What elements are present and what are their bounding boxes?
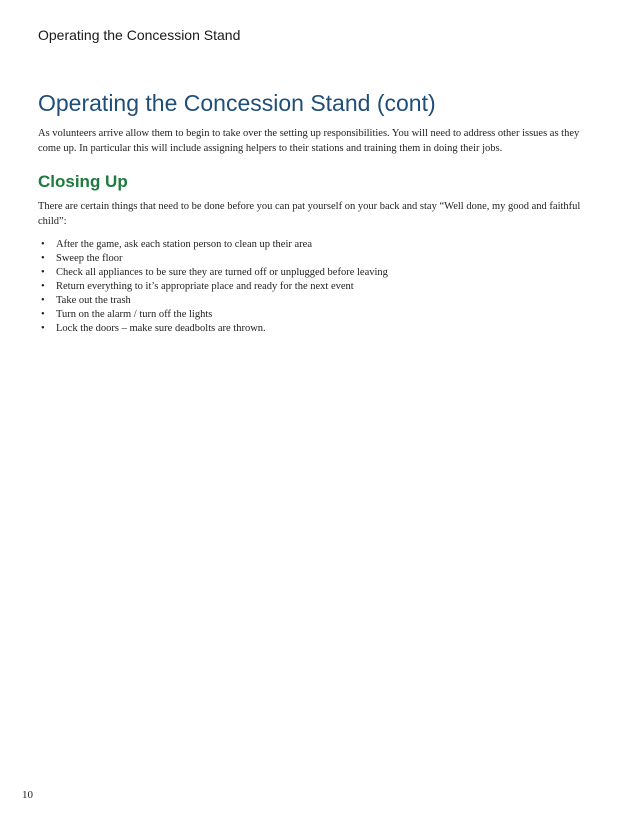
intro-paragraph: As volunteers arrive allow them to begin to take over the setting up responsibilities. You will need to address other issues as they come up. In particular this will include assigning helpers to their stations and training them in doing their jobs.: [38, 128, 580, 154]
page-number: 10: [22, 789, 33, 801]
bullet-icon: •: [41, 267, 45, 278]
closing-up-intro: There are certain things that need to be done before you can pat yourself on your back and stay “Well done, my good and faithful child”:: [38, 201, 581, 227]
list-item: [38, 294, 598, 308]
list-item: [38, 308, 598, 322]
section-heading-closing-up: Closing Up: [38, 172, 128, 191]
list-item-text: Sweep the floor: [56, 253, 123, 264]
bullet-icon: •: [41, 239, 45, 250]
running-header: Operating the Concession Stand: [38, 27, 241, 43]
closing-up-checklist: [38, 238, 598, 336]
list-item-text: Turn on the alarm / turn off the lights: [56, 309, 213, 320]
list-item-text: After the game, ask each station person to clean up their area: [56, 239, 312, 250]
bullet-icon: •: [41, 295, 45, 306]
bullet-icon: •: [41, 281, 45, 292]
page-title: Operating the Concession Stand (cont): [38, 90, 436, 116]
list-item: [38, 322, 598, 336]
list-item-text: Take out the trash: [56, 295, 131, 306]
page-content: [38, 88, 598, 336]
bullet-icon: •: [41, 323, 45, 334]
list-item: [38, 280, 598, 294]
list-item-text: Return everything to it’s appropriate place and ready for the next event: [56, 281, 354, 292]
bullet-icon: •: [41, 309, 45, 320]
list-item-text: Check all appliances to be sure they are turned off or unplugged before leaving: [56, 267, 388, 278]
list-item: [38, 252, 598, 266]
list-item: [38, 266, 598, 280]
bullet-icon: •: [41, 253, 45, 264]
list-item-text: Lock the doors – make sure deadbolts are thrown.: [56, 323, 266, 334]
list-item: [38, 238, 598, 252]
